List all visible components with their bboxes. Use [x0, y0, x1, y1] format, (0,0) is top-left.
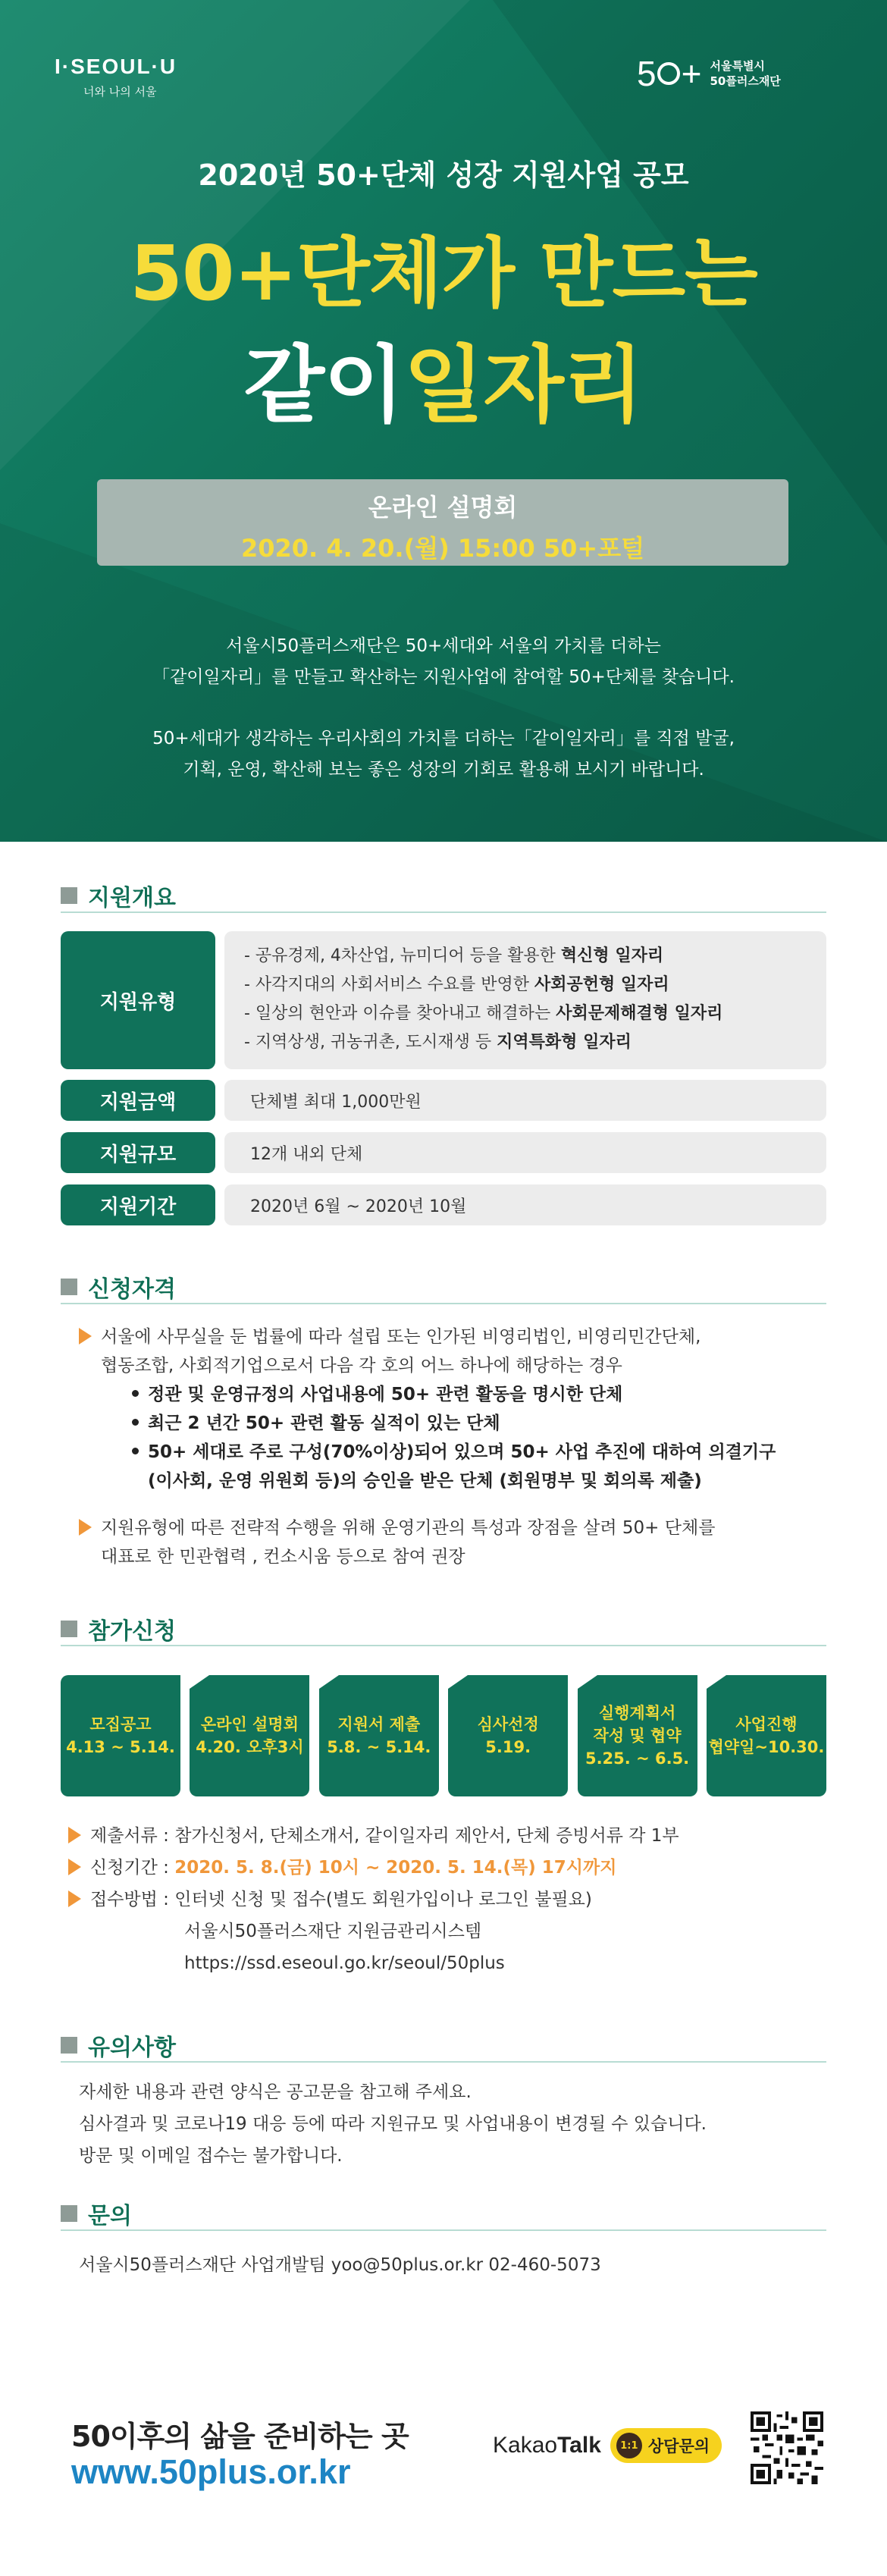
apply-period-value: 2020. 5. 8.(금) 10시 ~ 2020. 5. 14.(목) 17시까지 — [174, 1858, 617, 1878]
label-support-amount: 지원금액 — [61, 1080, 215, 1121]
50plus-logo[interactable] — [637, 53, 781, 94]
list-item — [68, 1820, 826, 1852]
eligibility-sub-text: 50+ 세대로 주로 구성(70%이상)되어 있으며 50+ 사업 추진에 대하여 의결기구 — [148, 1442, 776, 1462]
eligibility-list — [79, 1514, 822, 1571]
eligibility-list — [79, 1323, 822, 1495]
dot-bullet-icon — [132, 1419, 139, 1426]
online-session-title: 온라인 설명회 — [368, 493, 518, 522]
square-icon — [61, 2037, 77, 2054]
process-step — [448, 1675, 568, 1796]
support-scale-value: 12개 내외 단체 — [224, 1132, 826, 1173]
50plus-logo-text — [710, 58, 780, 89]
50plus-logo-mark — [637, 53, 701, 94]
section-heading-overview — [61, 880, 826, 913]
note-line: 자세한 내용과 관련 양식은 공고문을 참고해 주세요. — [79, 2082, 472, 2102]
section-title: 참가신청 — [88, 1618, 176, 1645]
support-amount-value: 단체별 최대 1,000만원 — [224, 1080, 826, 1121]
section-heading-application — [61, 1613, 826, 1646]
note-line: 방문 및 이메일 접수는 불가합니다. — [79, 2146, 343, 2166]
eligibility-text: 대표로 한 민관협력 , 컨소시움 등으로 참여 권장 — [101, 1547, 465, 1567]
kakaotalk-consult-button[interactable] — [493, 2428, 722, 2463]
step-title: 지원서 제출 — [337, 1715, 421, 1734]
online-session-box — [97, 479, 788, 566]
50plus-logo-mark-five: 5 — [637, 54, 656, 93]
50plus-logo-line1: 서울특별시 — [710, 59, 765, 73]
section-title: 신청자격 — [88, 1276, 176, 1303]
step-title: 작성 및 협약 — [593, 1727, 682, 1745]
label-support-type: 지원유형 — [61, 931, 215, 1069]
intro-line: 「같이일자리」를 만들고 확산하는 지원사업에 참여할 50+단체를 찾습니다. — [152, 667, 735, 687]
dot-bullet-icon — [132, 1448, 139, 1454]
consult-pill — [610, 2428, 722, 2463]
hero-subtitle: 2020년 50+단체 성장 지원사업 공모 — [198, 158, 689, 192]
hero-title-word-together: 같이 — [243, 337, 404, 434]
kakaotalk-logo-a: Kakao — [493, 2433, 558, 2458]
step-notch — [319, 1675, 339, 1689]
step-date: 협약일~10.30. — [708, 1738, 825, 1756]
step-date: 5.19. — [485, 1738, 531, 1756]
step-notch — [190, 1675, 209, 1689]
kakaotalk-logo-b: Talk — [557, 2433, 601, 2458]
square-icon — [61, 1621, 77, 1637]
step-date: 4.20. 오후3시 — [196, 1738, 304, 1756]
apply-system-name: 서울시50플러스재단 지원금관리시스템 — [184, 1922, 482, 1941]
online-session-detail: 2020. 4. 20.(월) 15:00 50+포털 — [240, 534, 645, 563]
type-name: 혁신형 일자리 — [560, 946, 664, 965]
square-icon — [61, 1279, 77, 1295]
section-heading-eligibility — [61, 1271, 826, 1304]
type-name: 사회공헌형 일자리 — [534, 975, 669, 994]
section-title: 지원개요 — [88, 885, 176, 911]
contact-text: 서울시50플러스재단 사업개발팀 yoo@50plus.or.kr 02-460-5073 — [79, 2255, 601, 2275]
triangle-bullet-icon — [68, 1859, 81, 1875]
apply-method: 접수방법 : 인터넷 신청 및 접수(별도 회원가입이나 로그인 불필요) — [90, 1890, 592, 1909]
step-title: 심사선정 — [477, 1715, 539, 1734]
apply-docs: 제출서류 : 참가신청서, 단체소개서, 같이일자리 제안서, 단체 증빙서류 각 1부 — [90, 1826, 679, 1846]
eligibility-sub-text: 정관 및 운영규정의 사업내용에 50+ 관련 활동을 명시한 단체 — [148, 1385, 623, 1404]
eligibility-text: 협동조합, 사회적기업으로서 다음 각 호의 어느 하나에 해당하는 경우 — [101, 1356, 622, 1376]
triangle-bullet-icon — [79, 1328, 92, 1344]
section-heading-notes — [61, 2029, 826, 2063]
section-title: 문의 — [88, 2203, 132, 2229]
notes-text — [79, 2076, 822, 2172]
hero-title-word-jobs: 일자리 — [403, 337, 644, 434]
section-heading-contact — [61, 2198, 826, 2231]
iseoul-logo-sub: 너와 나의 서울 — [83, 85, 157, 99]
eligibility-sub-text: 최근 2 년간 50+ 관련 활동 실적이 있는 단체 — [148, 1414, 500, 1433]
process-step — [319, 1675, 439, 1796]
hero-banner — [0, 0, 887, 842]
list-item — [244, 1028, 826, 1057]
hero-title-line1: 50+단체가 만드는 — [130, 229, 757, 318]
type-desc: - 사각지대의 사회서비스 수요를 반영한 — [244, 975, 534, 994]
application-details — [68, 1820, 826, 1979]
step-date: 4.13 ~ 5.14. — [66, 1738, 175, 1756]
apply-system-link[interactable]: https://ssd.eseoul.go.kr/seoul/50plus — [184, 1953, 505, 1973]
list-item — [79, 1380, 822, 1409]
type-name: 지역특화형 일자리 — [497, 1033, 632, 1052]
support-period-value: 2020년 6월 ~ 2020년 10월 — [224, 1184, 826, 1225]
support-type-list — [224, 931, 826, 1069]
process-step — [578, 1675, 697, 1796]
section-title: 유의사항 — [88, 2035, 176, 2061]
dot-bullet-icon — [132, 1390, 139, 1397]
intro-line: 50+세대가 생각하는 우리사회의 가치를 더하는「같이일자리」를 직접 발굴, — [152, 729, 735, 748]
step-title: 모집공고 — [89, 1715, 152, 1734]
triangle-bullet-icon — [68, 1827, 81, 1843]
list-item — [244, 999, 826, 1028]
intro-line: 서울시50플러스재단은 50+세대와 서울의 가치를 더하는 — [226, 636, 661, 656]
hero-title-line2 — [0, 318, 887, 438]
consult-label: 상담문의 — [647, 2437, 710, 2455]
step-date: 5.8. ~ 5.14. — [327, 1738, 431, 1756]
iseoul-logo[interactable] — [55, 55, 177, 99]
process-steps — [61, 1675, 826, 1796]
intro-line: 기획, 운영, 확산해 보는 좋은 성장의 기회로 활용해 보시기 바랍니다. — [183, 760, 704, 780]
step-title: 실행계획서 — [598, 1704, 676, 1722]
iseoul-logo-text: I·SEOUL·U — [55, 55, 177, 78]
type-desc: - 일상의 현안과 이슈를 찾아내고 해결하는 — [244, 1004, 556, 1023]
ring-icon — [657, 62, 680, 85]
process-step — [707, 1675, 826, 1796]
step-notch — [578, 1675, 597, 1689]
type-name: 사회문제해결형 일자리 — [556, 1004, 723, 1023]
step-notch — [448, 1675, 468, 1689]
qr-code-icon[interactable] — [751, 2411, 823, 2484]
list-item — [79, 1409, 822, 1438]
step-date: 5.25. ~ 6.5. — [585, 1749, 690, 1768]
intro-text — [0, 631, 887, 786]
step-title: 사업진행 — [735, 1715, 798, 1734]
step-title: 온라인 설명회 — [200, 1715, 299, 1734]
note-line: 심사결과 및 코로나19 대응 등에 따라 지원규모 및 사업내용이 변경될 수 있습니다. — [79, 2114, 707, 2134]
triangle-bullet-icon — [68, 1890, 81, 1907]
label-support-scale: 지원규모 — [61, 1132, 215, 1173]
square-icon — [61, 2205, 77, 2222]
type-desc: - 공유경제, 4차산업, 뉴미디어 등을 활용한 — [244, 946, 561, 965]
eligibility-text: 지원유형에 따른 전략적 수행을 위해 운영기관의 특성과 장점을 살려 50+ 단체를 — [101, 1518, 716, 1538]
kakaotalk-logo — [493, 2433, 601, 2458]
50plus-logo-mark-plus: + — [681, 54, 701, 93]
list-item — [244, 942, 826, 971]
process-step — [190, 1675, 309, 1796]
list-item — [79, 1438, 822, 1467]
list-item — [79, 1323, 822, 1351]
type-desc: - 지역상생, 귀농귀촌, 도시재생 등 — [244, 1033, 497, 1052]
eligibility-text: 서울에 사무실을 둔 법률에 따라 설립 또는 인가된 비영리법인, 비영리민간단체, — [101, 1327, 701, 1347]
process-step — [61, 1675, 180, 1796]
list-item — [68, 1852, 826, 1884]
list-item — [68, 1884, 826, 1916]
footer-slogan: 50이후의 삶을 준비하는 곳 — [71, 2420, 409, 2453]
chat-icon: 1:1 — [616, 2433, 642, 2458]
eligibility-sub-text: (이사회, 운영 위원회 등)의 승인을 받은 단체 (회원명부 및 회의록 제출) — [148, 1471, 702, 1491]
triangle-bullet-icon — [79, 1519, 92, 1536]
apply-period-label: 신청기간 : — [90, 1858, 175, 1878]
label-support-period: 지원기간 — [61, 1184, 215, 1225]
step-notch — [707, 1675, 726, 1689]
list-item — [79, 1514, 822, 1542]
square-icon — [61, 887, 77, 904]
list-item — [244, 971, 826, 999]
50plus-logo-line2: 50플러스재단 — [710, 74, 781, 88]
footer-website-link[interactable]: www.50plus.or.kr — [71, 2452, 351, 2491]
